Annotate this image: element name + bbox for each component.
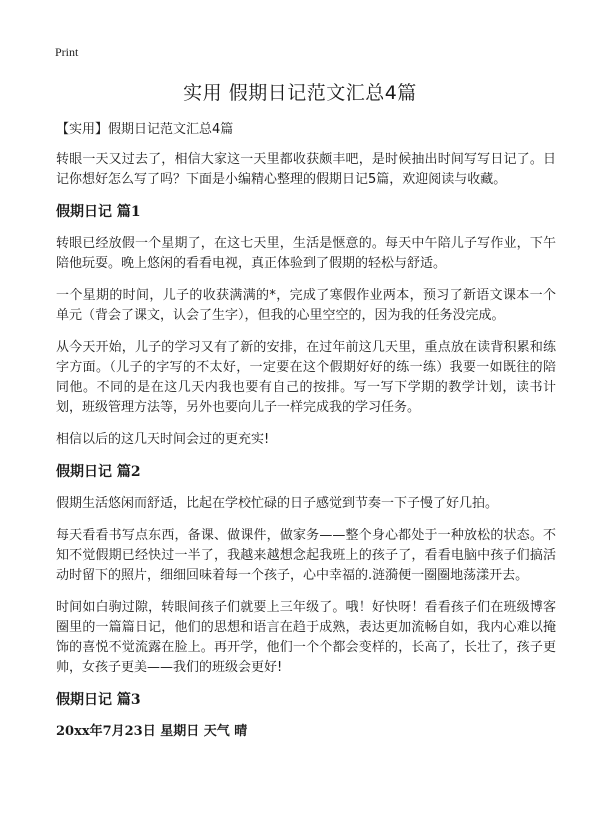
diary-date-line: 20xx年7月23日 星期日 天气 晴	[56, 724, 248, 739]
print-link[interactable]: Print	[55, 45, 79, 59]
section-2-paragraph-1: 假期生活悠闲而舒适，比起在学校忙碌的日子感觉到节奏一下子慢了好几拍。	[56, 496, 499, 511]
section-1-paragraph-2: 一个星期的时间，儿子的收获满满的*，完成了寒假作业两本，预习了新语文课本一个单元（背会了课文，认会了生字），但我的心里空空的，因为我的任务没完成。	[56, 288, 556, 323]
document-subtitle: 【实用】假期日记范文汇总4篇	[56, 122, 234, 137]
section-heading-2: 假期日记 篇2	[56, 464, 141, 480]
section-2-paragraph-3: 时间如白驹过隙，转眼间孩子们就要上三年级了。哦！好快呀！看看孩子们在班级博客圈里的一篇篇日记，他们的思想和语言在趋于成熟，表达更加流畅自如，我内心难以掩饰的喜悦不觉流露在脸上。再开学，他们一个个都会变样的，长高了，长壮了，孩子更帅，女孩子更美——我们的班级会更好!	[56, 600, 556, 675]
section-heading-3: 假期日记 篇3	[56, 692, 141, 708]
section-1-paragraph-4: 相信以后的这几天时间会过的更充实!	[56, 432, 270, 447]
intro-paragraph: 转眼一天又过去了，相信大家这一天里都收获颇丰吧，是时候抽出时间写写日记了。日记你想好怎么写了吗？下面是小编精心整理的假期日记5篇，欢迎阅读与收藏。	[56, 152, 556, 187]
section-heading-1: 假期日记 篇1	[56, 204, 141, 220]
section-1-paragraph-1: 转眼已经放假一个星期了，在这七天里，生活是惬意的。每天中午陪儿子写作业，下午陪他玩耍。晚上悠闲的看看电视，真正体验到了假期的轻松与舒适。	[56, 236, 556, 271]
section-2-paragraph-2: 每天看看书写点东西，备课、做课件，做家务——整个身心都处于一种放松的状态。不知不觉假期已经快过一半了，我越来越想念起我班上的孩子了，看看电脑中孩子们搞活动时留下的照片，细细回味着每一个孩子，心中幸福的.涟漪便一圈圈地荡漾开去。	[56, 528, 556, 583]
page-title: 实用 假期日记范文汇总4篇	[183, 82, 417, 104]
document-body	[56, 120, 556, 742]
section-1-paragraph-3: 从今天开始，儿子的学习又有了新的安排，在过年前这几天里，重点放在读背积累和练字方面。（儿子的字写的不太好，一定要在这个假期好好的练一练）我要一如既往的陪同他。不同的是在这几天内我也要有自己的按排。写一写下学期的教学计划，读书计划，班级管理方法等，另外也要向儿子一样完成我的学习任务。	[56, 340, 556, 415]
